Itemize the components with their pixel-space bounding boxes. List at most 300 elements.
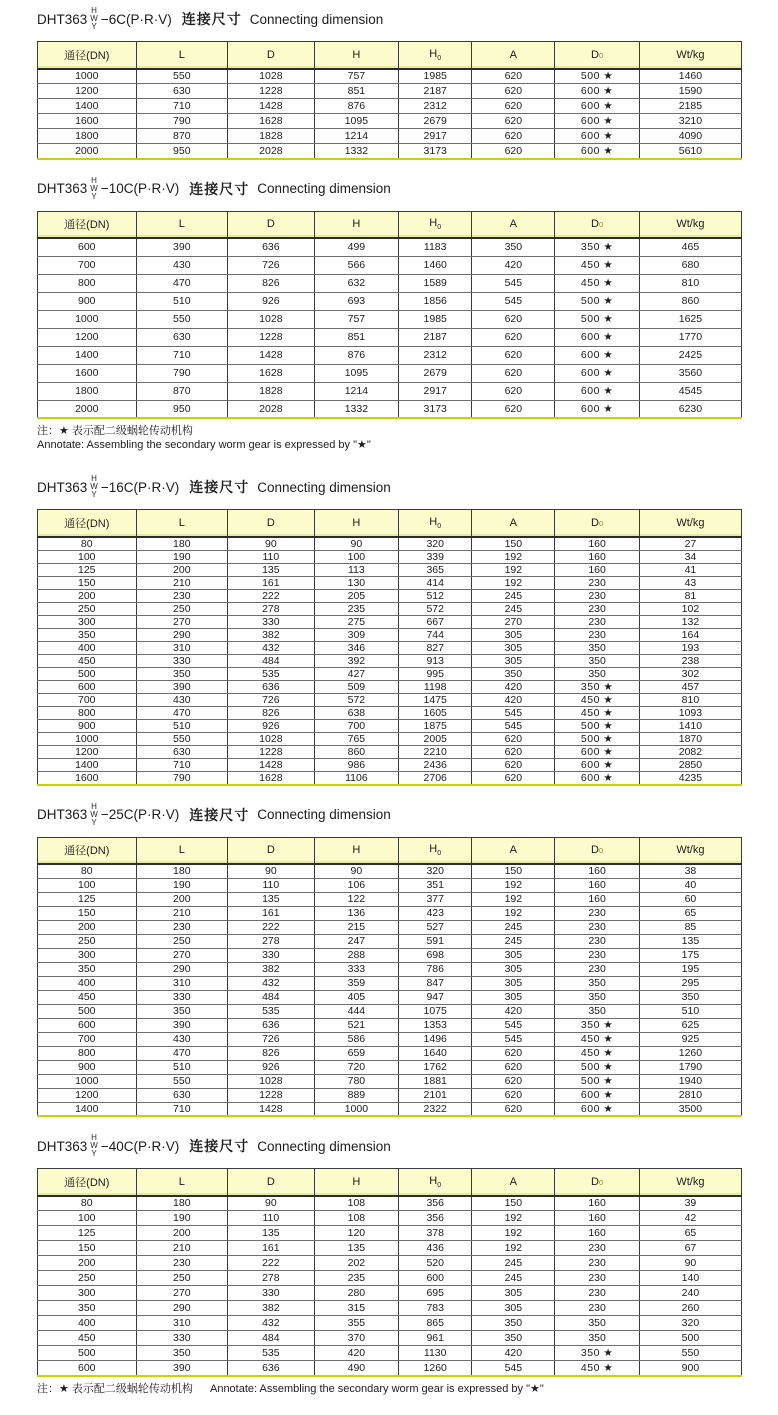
- dimension-cell: 150: [472, 537, 555, 551]
- dimension-cell: 350 ★: [555, 238, 639, 256]
- table-row: [38, 934, 742, 948]
- dimension-cell: 900: [38, 1060, 137, 1074]
- dimension-cell: 2850: [639, 758, 741, 771]
- dimension-cell: 200: [38, 589, 137, 602]
- dimension-cell: 1093: [639, 706, 741, 719]
- dimension-cell: 135: [228, 1226, 315, 1241]
- dimension-cell: 900: [38, 292, 137, 310]
- dimension-cell: 1460: [639, 69, 741, 84]
- dimension-cell: 113: [314, 563, 398, 576]
- model-series: DHT363: [37, 807, 88, 822]
- dimension-cell: 484: [228, 990, 315, 1004]
- model-code: [37, 177, 179, 201]
- dimension-cell: 470: [136, 1046, 228, 1060]
- dimension-cell: 1940: [639, 1074, 741, 1088]
- dimension-cell: 80: [38, 864, 137, 878]
- dimension-cell: 500 ★: [555, 310, 639, 328]
- model-variant-stack: [90, 177, 98, 201]
- dimension-cell: 359: [314, 976, 398, 990]
- dimension-cell: 390: [136, 1018, 228, 1032]
- column-header: D: [228, 837, 315, 864]
- dimension-cell: 240: [639, 1286, 741, 1301]
- dimension-cell: 320: [399, 864, 472, 878]
- dimension-cell: 1028: [228, 310, 315, 328]
- dimension-cell: 913: [399, 654, 472, 667]
- dimension-cell: 230: [136, 589, 228, 602]
- dimension-cell: 790: [136, 114, 228, 129]
- dimension-cell: 192: [472, 892, 555, 906]
- variant-letter: H: [91, 175, 97, 185]
- dimension-cell: 600 ★: [555, 99, 639, 114]
- table-row: [38, 274, 742, 292]
- table-row: [38, 990, 742, 1004]
- dimension-cell: 870: [136, 382, 228, 400]
- dimension-cell: 620: [472, 328, 555, 346]
- dimension-cell: 1353: [399, 1018, 472, 1032]
- dimension-cell: 1605: [399, 706, 472, 719]
- table-row: [38, 114, 742, 129]
- variant-letter: Y: [91, 1149, 97, 1158]
- dimension-cell: 700: [314, 719, 398, 732]
- dimension-cell: 4545: [639, 382, 741, 400]
- section-title-en: Connecting dimension: [257, 1138, 391, 1154]
- dimension-cell: 382: [228, 962, 315, 976]
- dimension-cell: 1428: [228, 99, 315, 114]
- column-header: L: [136, 837, 228, 864]
- dimension-cell: 600 ★: [555, 745, 639, 758]
- dimension-cell: 586: [314, 1032, 398, 1046]
- dimension-cell: 280: [314, 1286, 398, 1301]
- dimension-table: [37, 509, 742, 786]
- dimension-cell: 926: [228, 292, 315, 310]
- dimension-cell: 1400: [38, 758, 137, 771]
- dimension-cell: 600 ★: [555, 328, 639, 346]
- dimension-cell: 1000: [38, 732, 137, 745]
- column-header: 通径(DN): [38, 211, 137, 238]
- dimension-cell: 235: [314, 1271, 398, 1286]
- dimension-cell: 190: [136, 878, 228, 892]
- dimension-cell: 490: [314, 1361, 398, 1376]
- dimension-cell: 430: [136, 693, 228, 706]
- dimension-cell: 1260: [639, 1046, 741, 1060]
- dimension-cell: 1628: [228, 771, 315, 785]
- dimension-cell: 2187: [399, 84, 472, 99]
- dimension-cell: 3210: [639, 114, 741, 129]
- dimension-cell: 726: [228, 693, 315, 706]
- dimension-cell: 636: [228, 1018, 315, 1032]
- dimension-cell: 1095: [314, 364, 398, 382]
- dimension-cell: 1028: [228, 69, 315, 84]
- footnote-cn: 注：★ 表示配二级蜗轮传动机构: [37, 1382, 193, 1395]
- dimension-cell: 710: [136, 758, 228, 771]
- dimension-cell: 659: [314, 1046, 398, 1060]
- dimension-cell: 34: [639, 550, 741, 563]
- dimension-cell: 500: [38, 1346, 137, 1361]
- dimension-cell: 545: [472, 292, 555, 310]
- dimension-cell: 85: [639, 920, 741, 934]
- dimension-cell: 900: [38, 719, 137, 732]
- dimension-cell: 1600: [38, 364, 137, 382]
- dimension-cell: 350: [38, 1301, 137, 1316]
- dimension-cell: 2028: [228, 144, 315, 159]
- table-row: [38, 576, 742, 589]
- dimension-cell: 180: [136, 1196, 228, 1211]
- dimension-cell: 40: [639, 878, 741, 892]
- dimension-cell: 350 ★: [555, 1346, 639, 1361]
- dimension-cell: 230: [555, 615, 639, 628]
- dimension-cell: 1985: [399, 310, 472, 328]
- dimension-cell: 250: [136, 934, 228, 948]
- dimension-cell: 432: [228, 1316, 315, 1331]
- dimension-cell: 572: [399, 602, 472, 615]
- dimension-cell: 295: [639, 976, 741, 990]
- dimension-cell: 630: [136, 1088, 228, 1102]
- dimension-cell: 356: [399, 1196, 472, 1211]
- dimension-cell: 290: [136, 962, 228, 976]
- dimension-cell: 527: [399, 920, 472, 934]
- dimension-cell: 205: [314, 589, 398, 602]
- dimension-cell: 926: [228, 1060, 315, 1074]
- dimension-cell: 192: [472, 878, 555, 892]
- table-row: [38, 129, 742, 144]
- dimension-cell: 2005: [399, 732, 472, 745]
- dimension-cell: 420: [472, 1004, 555, 1018]
- column-header: $H_0$: [399, 1169, 472, 1196]
- column-header: D0: [555, 42, 639, 69]
- dimension-cell: 510: [136, 1060, 228, 1074]
- column-header: H: [314, 42, 398, 69]
- dimension-cell: 270: [136, 1286, 228, 1301]
- table-row: [38, 1361, 742, 1376]
- model-variant-stack: [90, 475, 98, 499]
- dimension-cell: 200: [136, 892, 228, 906]
- dimension-cell: 164: [639, 628, 741, 641]
- dimension-cell: 636: [228, 238, 315, 256]
- column-header: Wt/kg: [639, 211, 741, 238]
- dimension-cell: 192: [472, 906, 555, 920]
- dimension-cell: 161: [228, 576, 315, 589]
- dimension-section: [37, 472, 742, 786]
- dimension-cell: 400: [38, 641, 137, 654]
- dimension-cell: 950: [136, 144, 228, 159]
- dimension-cell: 230: [555, 1286, 639, 1301]
- dimension-cell: 125: [38, 892, 137, 906]
- dimension-cell: 230: [555, 920, 639, 934]
- dimension-cell: 350 ★: [555, 1018, 639, 1032]
- dimension-cell: 510: [136, 292, 228, 310]
- table-row: [38, 1046, 742, 1060]
- dimension-cell: 350: [472, 1316, 555, 1331]
- dimension-cell: 790: [136, 364, 228, 382]
- dimension-cell: 600 ★: [555, 144, 639, 159]
- dimension-cell: 1130: [399, 1346, 472, 1361]
- dimension-cell: 400: [38, 1316, 137, 1331]
- section-title-cn: 连接尺寸: [181, 11, 242, 27]
- dimension-cell: 636: [228, 680, 315, 693]
- model-suffix: −40C(P·R·V): [100, 1138, 180, 1154]
- table-row: [38, 1241, 742, 1256]
- dimension-cell: 377: [399, 892, 472, 906]
- dimension-cell: 484: [228, 654, 315, 667]
- dimension-cell: 1000: [38, 1074, 137, 1088]
- model-code: [37, 803, 179, 827]
- dimension-cell: 3500: [639, 1102, 741, 1116]
- dimension-cell: 810: [639, 693, 741, 706]
- dimension-cell: 620: [472, 1088, 555, 1102]
- table-row: [38, 1004, 742, 1018]
- column-header: L: [136, 1169, 228, 1196]
- dimension-cell: 80: [38, 537, 137, 551]
- header-row: [38, 42, 742, 69]
- dimension-cell: 160: [555, 550, 639, 563]
- variant-letter: Y: [91, 490, 97, 499]
- dimension-cell: 500 ★: [555, 719, 639, 732]
- column-header: Wt/kg: [639, 837, 741, 864]
- dimension-cell: 350: [472, 1331, 555, 1346]
- dimension-cell: 720: [314, 1060, 398, 1074]
- dimension-cell: 1198: [399, 680, 472, 693]
- table-row: [38, 364, 742, 382]
- dimension-cell: 698: [399, 948, 472, 962]
- dimension-cell: 432: [228, 976, 315, 990]
- dimension-cell: 150: [38, 906, 137, 920]
- dimension-cell: 457: [639, 680, 741, 693]
- dimension-cell: 136: [314, 906, 398, 920]
- dimension-cell: 500 ★: [555, 1060, 639, 1074]
- table-row: [38, 69, 742, 84]
- dimension-cell: 1214: [314, 382, 398, 400]
- dimension-cell: 1460: [399, 256, 472, 274]
- dimension-cell: 305: [472, 654, 555, 667]
- dimension-cell: 1200: [38, 745, 137, 758]
- column-header: A: [472, 837, 555, 864]
- dimension-cell: 230: [555, 628, 639, 641]
- dimension-cell: 67: [639, 1241, 741, 1256]
- dimension-cell: 1095: [314, 114, 398, 129]
- dimension-cell: 1800: [38, 382, 137, 400]
- dimension-cell: 926: [228, 719, 315, 732]
- dimension-cell: 39: [639, 1196, 741, 1211]
- column-header: L: [136, 211, 228, 238]
- column-header: D0: [555, 211, 639, 238]
- dimension-cell: 2082: [639, 745, 741, 758]
- dimension-cell: 382: [228, 1301, 315, 1316]
- dimension-cell: 150: [472, 1196, 555, 1211]
- dimension-cell: 108: [314, 1196, 398, 1211]
- dimension-cell: 305: [472, 990, 555, 1004]
- dimension-cell: 591: [399, 934, 472, 948]
- column-header: H: [314, 837, 398, 864]
- table-row: [38, 892, 742, 906]
- dimension-cell: 826: [228, 274, 315, 292]
- dimension-cell: 545: [472, 1032, 555, 1046]
- dimension-cell: 245: [472, 602, 555, 615]
- dimension-cell: 620: [472, 129, 555, 144]
- dimension-cell: 1800: [38, 129, 137, 144]
- dimension-cell: 1028: [228, 1074, 315, 1088]
- dimension-cell: 90: [228, 864, 315, 878]
- table-row: [38, 745, 742, 758]
- table-row: [38, 1074, 742, 1088]
- column-header: A: [472, 510, 555, 537]
- dimension-cell: 5610: [639, 144, 741, 159]
- column-header: Wt/kg: [639, 510, 741, 537]
- section-title: [37, 4, 742, 34]
- column-header: H: [314, 510, 398, 537]
- dimension-cell: 986: [314, 758, 398, 771]
- header-row: [38, 510, 742, 537]
- dimension-cell: 160: [555, 1211, 639, 1226]
- dimension-cell: 1228: [228, 1088, 315, 1102]
- variant-letter: Y: [91, 817, 97, 827]
- dimension-cell: 270: [472, 615, 555, 628]
- dimension-cell: 2000: [75, 144, 99, 157]
- column-header: Wt/kg: [639, 42, 741, 69]
- dimension-cell: 192: [472, 1211, 555, 1226]
- dimension-cell: 961: [399, 1331, 472, 1346]
- dimension-cell: 800: [38, 1046, 137, 1060]
- section-title: [37, 174, 742, 204]
- dimension-cell: 250: [136, 1271, 228, 1286]
- dimension-cell: 535: [228, 1004, 315, 1018]
- dimension-cell: 500 ★: [555, 1074, 639, 1088]
- dimension-cell: 600 ★: [555, 1088, 639, 1102]
- dimension-cell: 245: [472, 1271, 555, 1286]
- dimension-cell: 390: [136, 1361, 228, 1376]
- footnote-cn: 注：★ 表示配二级蜗轮传动机构: [37, 425, 193, 437]
- table-row: [38, 310, 742, 328]
- dimension-cell: 444: [314, 1004, 398, 1018]
- dimension-cell: 245: [472, 920, 555, 934]
- column-header: H: [314, 1169, 398, 1196]
- dimension-cell: 950: [136, 400, 228, 418]
- dimension-cell: 215: [314, 920, 398, 934]
- dimension-cell: 192: [472, 550, 555, 563]
- dimension-cell: 161: [228, 906, 315, 920]
- dimension-cell: 4090: [639, 129, 741, 144]
- table-row: [38, 256, 742, 274]
- dimension-cell: 160: [555, 892, 639, 906]
- dimension-cell: 230: [555, 602, 639, 615]
- section-title-en: Connecting dimension: [249, 11, 384, 27]
- dimension-cell: 350: [555, 1316, 639, 1331]
- dimension-cell: 102: [639, 602, 741, 615]
- dimension-cell: 2810: [639, 1088, 741, 1102]
- table-row: [38, 550, 742, 563]
- model-series: DHT363: [37, 479, 88, 495]
- dimension-cell: 90: [314, 864, 398, 878]
- dimension-cell: 192: [472, 1226, 555, 1241]
- dimension-cell: 245: [472, 1256, 555, 1271]
- table-row: [38, 693, 742, 706]
- dimension-cell: 786: [399, 962, 472, 976]
- dimension-cell: 100: [38, 878, 137, 892]
- dimension-cell: 339: [399, 550, 472, 563]
- dimension-cell: 827: [399, 641, 472, 654]
- dimension-cell: 545: [472, 274, 555, 292]
- dimension-cell: 81: [639, 589, 741, 602]
- table-row: [38, 1316, 742, 1331]
- dimension-cell: 600: [38, 1018, 137, 1032]
- dimension-cell: 900: [639, 1361, 741, 1376]
- table-row: [38, 667, 742, 680]
- table-row: [38, 537, 742, 551]
- dimension-cell: 450: [38, 1331, 137, 1346]
- dimension-cell: 925: [639, 1032, 741, 1046]
- dimension-cell: 333: [314, 962, 398, 976]
- column-header: D: [228, 1169, 315, 1196]
- dimension-cell: 195: [639, 962, 741, 976]
- dimension-cell: 600: [38, 238, 137, 256]
- dimension-section: [37, 800, 742, 1118]
- table-row: [38, 771, 742, 785]
- dimension-cell: 238: [639, 654, 741, 667]
- table-row: [38, 1018, 742, 1032]
- table-row: [38, 962, 742, 976]
- dimension-cell: 545: [472, 719, 555, 732]
- variant-letter: H: [91, 6, 97, 15]
- dimension-cell: 450 ★: [555, 1361, 639, 1376]
- dimension-cell: 100: [38, 1211, 137, 1226]
- section-title-cn: 连接尺寸: [189, 1138, 250, 1154]
- dimension-cell: 450 ★: [555, 693, 639, 706]
- dimension-cell: 757: [314, 69, 398, 84]
- dimension-cell: 521: [314, 1018, 398, 1032]
- dimension-cell: 350: [38, 628, 137, 641]
- dimension-cell: 230: [555, 934, 639, 948]
- dimension-cell: 235: [314, 602, 398, 615]
- dimension-cell: 572: [314, 693, 398, 706]
- dimension-cell: 192: [472, 563, 555, 576]
- variant-letter: H: [91, 474, 97, 483]
- dimension-cell: 870: [136, 129, 228, 144]
- dimension-table: [37, 41, 742, 160]
- dimension-cell: 150: [38, 576, 137, 589]
- dimension-cell: 330: [136, 654, 228, 667]
- dimension-cell: 135: [228, 892, 315, 906]
- dimension-cell: 2425: [639, 346, 741, 364]
- dimension-cell: 41: [639, 563, 741, 576]
- dimension-cell: 545: [472, 1018, 555, 1032]
- dimension-cell: 620: [472, 400, 555, 418]
- model-code: [37, 7, 172, 31]
- dimension-cell: 370: [314, 1331, 398, 1346]
- footnote-en: Annotate: Assembling the secondary worm gear is expressed by "★": [37, 439, 371, 451]
- dimension-cell: 350: [136, 1004, 228, 1018]
- dimension-cell: 1332: [314, 400, 398, 418]
- column-header: $H_0$: [399, 837, 472, 864]
- dimension-cell: 278: [228, 934, 315, 948]
- section-title-cn: 连接尺寸: [189, 479, 250, 495]
- dimension-cell: 550: [136, 310, 228, 328]
- dimension-cell: 1828: [228, 129, 315, 144]
- dimension-cell: 38: [639, 864, 741, 878]
- dimension-cell: 192: [472, 576, 555, 589]
- dimension-cell: 630: [136, 328, 228, 346]
- dimension-cell: 550: [639, 1346, 741, 1361]
- section-title: [37, 472, 742, 502]
- dimension-cell: 193: [639, 641, 741, 654]
- dimension-cell: 110: [228, 1211, 315, 1226]
- dimension-cell: 1600: [75, 771, 99, 784]
- table-row: [38, 238, 742, 256]
- dimension-cell: 1589: [399, 274, 472, 292]
- dimension-cell: 1200: [38, 1088, 137, 1102]
- dimension-cell: 765: [314, 732, 398, 745]
- dimension-cell: 330: [228, 615, 315, 628]
- dimension-cell: 65: [639, 1226, 741, 1241]
- dimension-cell: 190: [136, 550, 228, 563]
